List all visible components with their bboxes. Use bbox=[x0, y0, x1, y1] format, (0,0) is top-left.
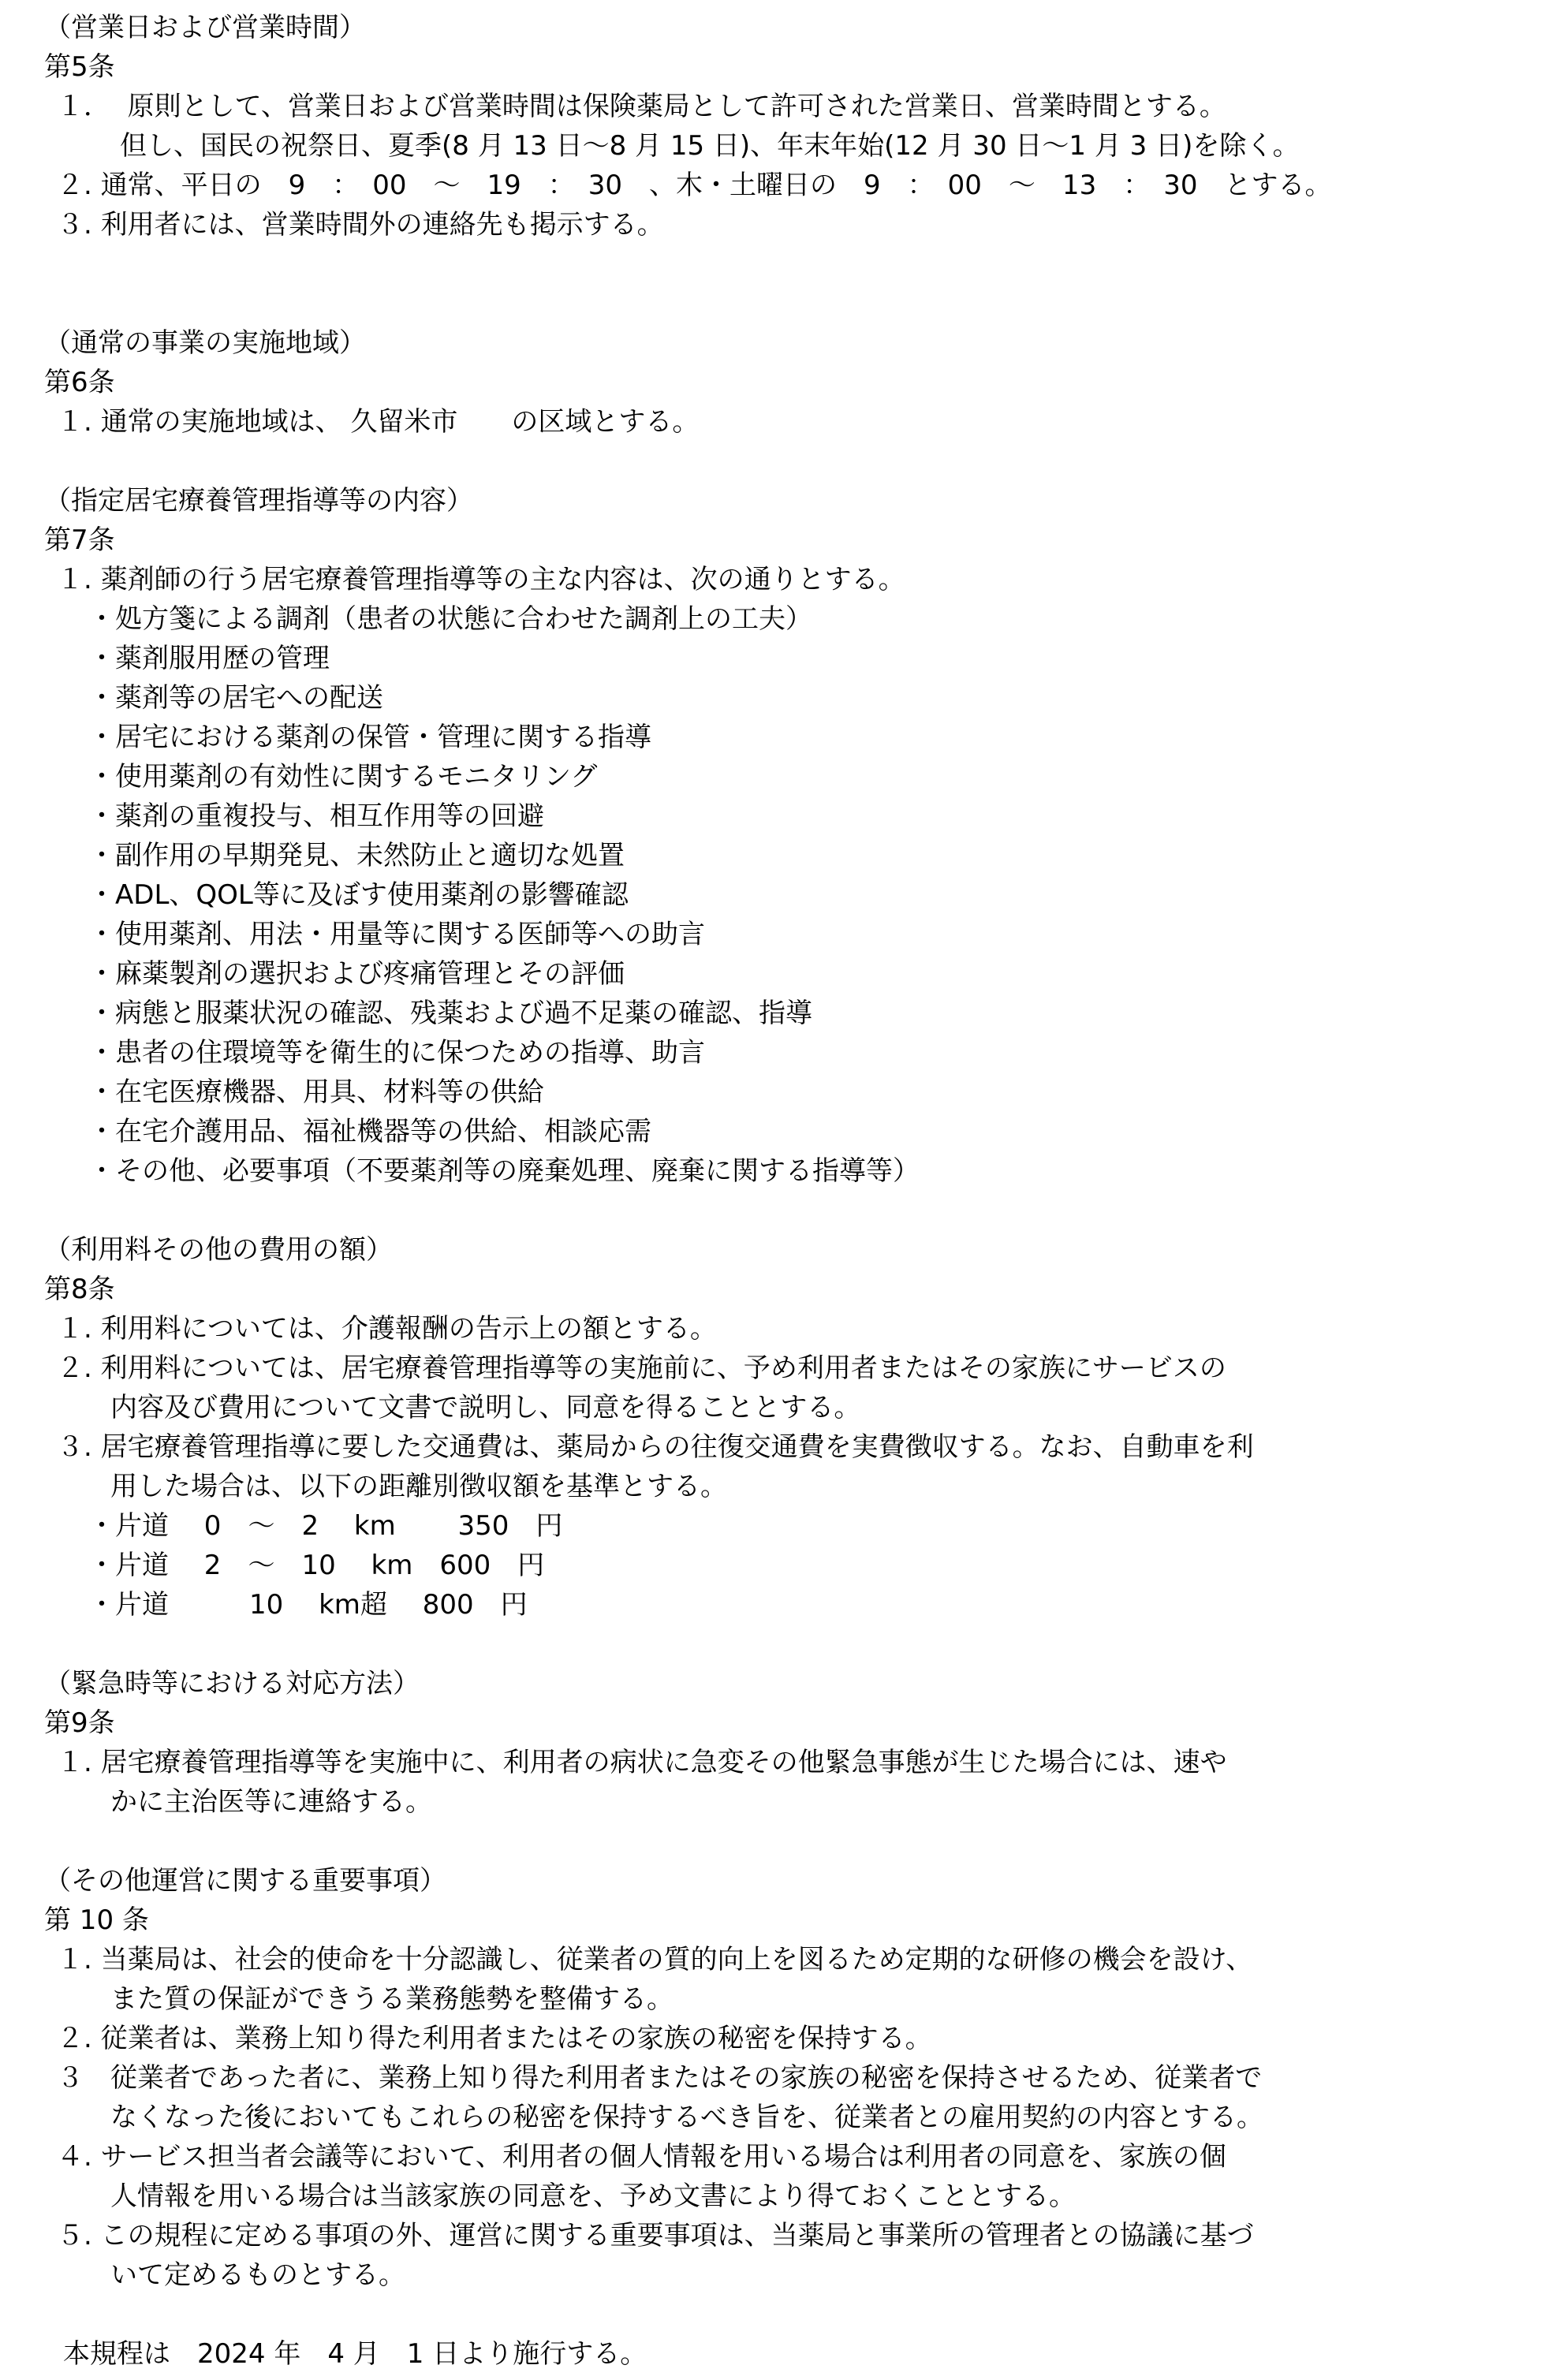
article-item-continuation: 但し、国民の祝祭日、夏季(8 月 13 日～8 月 15 日)、年末年始(12 月 30 日～1 月 3 日)を除く。 bbox=[120, 130, 1300, 162]
section-heading: （その他運営に関する重要事項） bbox=[44, 1865, 446, 1897]
article-number: 第5条 bbox=[44, 51, 115, 83]
list-item: ・在宅介護用品、福祉機器等の供給、相談応需 bbox=[88, 1116, 651, 1147]
list-item: ・薬剤の重複投与、相互作用等の回避 bbox=[88, 800, 544, 832]
spacer bbox=[0, 1191, 1556, 1230]
section-heading: （指定居宅療養管理指導等の内容） bbox=[44, 485, 473, 517]
list-item: ・居宅における薬剤の保管・管理に関する指導 bbox=[88, 722, 651, 753]
article-item: １. 利用料については、介護報酬の告示上の額とする。 bbox=[57, 1313, 717, 1345]
section-heading: （通常の事業の実施地域） bbox=[44, 327, 366, 359]
article-item: １. 通常の実施地域は、 久留米市 の区域とする。 bbox=[57, 406, 700, 438]
spacer bbox=[0, 442, 1556, 481]
list-item: ・薬剤等の居宅への配送 bbox=[88, 682, 383, 714]
fee-row: ・片道 2 ～ 10 km 600 円 bbox=[88, 1550, 545, 1581]
spacer bbox=[0, 2295, 1556, 2334]
article-number: 第 10 条 bbox=[44, 1904, 149, 1936]
fee-row: ・片道 0 ～ 2 km 350 円 bbox=[88, 1510, 563, 1542]
list-item: ・使用薬剤の有効性に関するモニタリング bbox=[88, 761, 598, 793]
article-item-continuation: また質の保証ができうる業務態勢を整備する。 bbox=[110, 1983, 674, 2015]
list-item: ・その他、必要事項（不要薬剤等の廃棄処理、廃棄に関する指導等） bbox=[88, 1155, 920, 1187]
section-heading: （利用料その他の費用の額） bbox=[44, 1234, 393, 1266]
section-heading: （営業日および営業時間） bbox=[44, 12, 366, 43]
spacer bbox=[0, 1625, 1556, 1664]
list-item: ・使用薬剤、用法・用量等に関する医師等への助言 bbox=[88, 919, 705, 950]
article-number: 第8条 bbox=[44, 1274, 115, 1305]
article-item: １. 薬剤師の行う居宅療養管理指導等の主な内容は、次の通りとする。 bbox=[57, 564, 905, 595]
article-item: １. 当薬局は、社会的使命を十分認識し、従業者の質的向上を図るため定期的な研修の機会を設け、 bbox=[57, 1944, 1253, 1975]
list-item: ・処方箋による調剤（患者の状態に合わせた調剤上の工夫） bbox=[88, 603, 812, 635]
article-item-continuation: なくなった後においてもこれらの秘密を保持するべき旨を、従業者との雇用契約の内容とする。 bbox=[110, 2102, 1263, 2133]
article-item-continuation: 人情報を用いる場合は当該家族の同意を、予め文書により得ておくこととする。 bbox=[110, 2180, 1076, 2212]
effective-date-statement: 本規程は 2024 年 4 月 1 日より施行する。 bbox=[63, 2338, 647, 2370]
article-item: ３. 利用者には、営業時間外の連絡先も掲示する。 bbox=[57, 209, 664, 241]
section-heading: （緊急時等における対応方法） bbox=[44, 1668, 420, 1699]
article-item: ３ 従業者であった者に、業務上知り得た利用者またはその家族の秘密を保持させるため、従業者で bbox=[57, 2062, 1263, 2094]
fee-row: ・片道 10 km超 800 円 bbox=[88, 1589, 528, 1621]
article-item-continuation: かに主治医等に連絡する。 bbox=[110, 1786, 432, 1818]
list-item: ・在宅医療機器、用具、材料等の供給 bbox=[88, 1076, 544, 1108]
article-number: 第7条 bbox=[44, 524, 115, 556]
article-item: ２. 従業者は、業務上知り得た利用者またはその家族の秘密を保持する。 bbox=[57, 2023, 932, 2054]
article-item: ５. この規程に定める事項の外、運営に関する重要事項は、当薬局と事業所の管理者との協議に基づ bbox=[57, 2220, 1254, 2251]
article-item: ４. サービス担当者会議等において、利用者の個人情報を用いる場合は利用者の同意を、家族の個 bbox=[57, 2141, 1226, 2173]
article-item: １． 原則として、営業日および営業時間は保険薬局として許可された営業日、営業時間とする。 bbox=[57, 91, 1226, 122]
article-item-continuation: いて定めるものとする。 bbox=[110, 2259, 405, 2291]
list-item: ・麻薬製剤の選択および疼痛管理とその評価 bbox=[88, 958, 625, 990]
list-item: ・患者の住環境等を衛生的に保つための指導、助言 bbox=[88, 1037, 705, 1069]
list-item: ・ADL、QOL等に及ぼす使用薬剤の影響確認 bbox=[88, 879, 629, 911]
article-number: 第9条 bbox=[44, 1707, 115, 1739]
list-item: ・病態と服薬状況の確認、残薬および過不足薬の確認、指導 bbox=[88, 998, 812, 1029]
article-item: ２. 利用料については、居宅療養管理指導等の実施前に、予め利用者またはその家族にサービスの bbox=[57, 1352, 1226, 1384]
article-item: １. 居宅療養管理指導等を実施中に、利用者の病状に急変その他緊急事態が生じた場合には、速や bbox=[57, 1747, 1227, 1778]
article-item-continuation: 内容及び費用について文書で説明し、同意を得ることとする。 bbox=[110, 1392, 861, 1423]
spacer bbox=[0, 244, 1556, 323]
article-item: ３. 居宅療養管理指導に要した交通費は、薬局からの往復交通費を実費徴収する。なお、自動車を利 bbox=[57, 1431, 1254, 1463]
list-item: ・副作用の早期発見、未然防止と適切な処置 bbox=[88, 840, 625, 871]
article-number: 第6条 bbox=[44, 367, 115, 398]
spacer bbox=[0, 1822, 1556, 1861]
list-item: ・薬剤服用歴の管理 bbox=[88, 643, 330, 674]
article-item: ２. 通常、平日の 9 ： 00 ～ 19 ： 30 、木・土曜日の 9 ： 00 ～ 13 ： 30 とする。 bbox=[57, 170, 1332, 201]
article-item-continuation: 用した場合は、以下の距離別徴収額を基準とする。 bbox=[110, 1471, 727, 1502]
